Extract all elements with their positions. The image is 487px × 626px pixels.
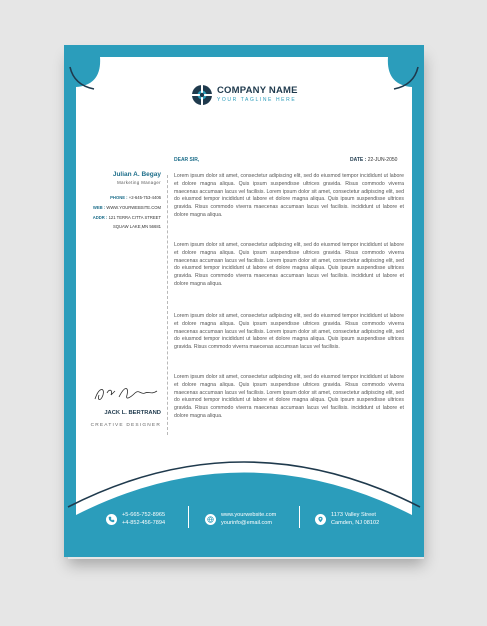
sender-name: Julian A. Begay bbox=[112, 171, 161, 178]
sender-phone-label: PHONE : bbox=[110, 195, 128, 200]
sender-phone bbox=[110, 195, 161, 200]
body-paragraph-1: Lorem ipsum dolor sit amet, consectetur adipiscing elit, sed do eiusmod tempor incididunt ut labore et dolore magna aliqua. Quis ipsum suspendisse ultrices gravida. Risus commodo viverra maecenas accumsan lacus vel facilisis. Lorem ipsum dolor sit amet, consectetur adipiscing elit, sed do eiusmod tempor incididunt ut labore et dolore magna aliqua. Quis ipsum suspendisse ultrices gravida. Risus commodo viverra maecenas accumsan lacus vel facilisis. incididunt ut labore et dolore magna aliqua. bbox=[174, 173, 404, 218]
footer-address bbox=[315, 511, 379, 527]
sender-address-line2: SQUAW LAKE,MN 56681 bbox=[112, 224, 161, 229]
footer-separator bbox=[299, 506, 300, 528]
signatory-role: CREATIVE DESIGNER bbox=[90, 423, 161, 428]
footer-address-line1: 1173 Valley Street bbox=[331, 512, 376, 518]
phone-icon bbox=[106, 514, 117, 525]
body-paragraph-3: Lorem ipsum dolor sit amet, consectetur adipiscing elit, sed do eiusmod tempor incididunt ut labore et dolore magna aliqua. Quis ipsum suspendisse ultrices gravida. Risus commodo viverra maecenas accumsan lacus vel facilisis. Lorem ipsum dolor sit amet, consectetur adipiscing elit, sed do eiusmod tempor incididunt ut labore et dolore magna aliqua. Quis ipsum suspendisse ultrices gravida. Risus commodo viverra maecenas accumsan lacus vel facilisis. bbox=[174, 313, 404, 351]
date-value: 22-JUN-2050 bbox=[367, 157, 398, 163]
company-logo bbox=[192, 85, 298, 105]
footer-phone-2: +4-852-456-7894 bbox=[122, 520, 166, 526]
sender-web-label: WEB : bbox=[92, 205, 106, 210]
salutation: DEAR SIR, bbox=[174, 157, 200, 163]
footer-email: yourinfo@email.com bbox=[221, 520, 273, 526]
sender-address-label: ADDR : bbox=[92, 215, 108, 220]
footer-address-line2: Camden, NJ 08102 bbox=[331, 520, 380, 526]
company-name: COMPANY NAME bbox=[217, 85, 298, 96]
sender-address bbox=[93, 215, 161, 220]
signatory-name: JACK L. BERTRAND bbox=[104, 410, 161, 416]
column-divider bbox=[167, 175, 168, 435]
sender-address-line1: 121 TERRA CITTA STREET bbox=[108, 215, 161, 220]
sender-role: Marketing Manager bbox=[117, 180, 161, 185]
footer-phone bbox=[106, 511, 165, 527]
handwritten-signature bbox=[91, 383, 161, 405]
globe-icon bbox=[205, 514, 216, 525]
company-tagline: YOUR TAGLINE HERE bbox=[217, 97, 297, 103]
footer-phone-1: +5-665-752-8965 bbox=[122, 512, 166, 518]
footer-web bbox=[205, 511, 276, 527]
date-line bbox=[350, 157, 397, 163]
body-paragraph-4: Lorem ipsum dolor sit amet, consectetur adipiscing elit, sed do eiusmod tempor incididunt ut labore et dolore magna aliqua. Quis ipsum suspendisse ultrices gravida. Risus commodo viverra maecenas accumsan lacus vel facilisis. Lorem ipsum dolor sit amet, consectetur adipiscing elit, sed do eiusmod tempor incididunt ut labore et dolore magna aliqua. Quis ipsum suspendisse ultrices gravida. Risus commodo viverra maecenas accumsan lacus vel facilisis. incididunt ut labore et dolore magna aliqua. bbox=[174, 374, 404, 419]
letterhead-sheet bbox=[64, 45, 424, 557]
footer-website: www.yourwebsite.com bbox=[221, 512, 277, 518]
footer-separator bbox=[188, 506, 189, 528]
sender-phone-value: +2-645-753-4406 bbox=[128, 195, 161, 200]
sender-block bbox=[113, 171, 161, 185]
location-pin-icon bbox=[315, 514, 326, 525]
compass-logo-icon bbox=[192, 85, 212, 105]
body-paragraph-2: Lorem ipsum dolor sit amet, consectetur adipiscing elit, sed do eiusmod tempor incididunt ut labore et dolore magna aliqua. Quis ipsum suspendisse ultrices gravida. Risus commodo viverra maecenas accumsan lacus vel facilisis. Lorem ipsum dolor sit amet, consectetur adipiscing elit, sed do eiusmod tempor incididunt ut labore et dolore magna aliqua. Quis ipsum suspendisse ultrices gravida. Risus commodo viverra maecenas accumsan lacus vel facilisis. incididunt ut labore et dolore magna aliqua. bbox=[174, 242, 404, 287]
sender-web-value: WWW.YOURWEBSITE.COM bbox=[106, 205, 161, 210]
sender-web bbox=[93, 205, 161, 210]
date-label: DATE : bbox=[350, 157, 367, 163]
letterhead-frame-graphic bbox=[64, 45, 424, 557]
